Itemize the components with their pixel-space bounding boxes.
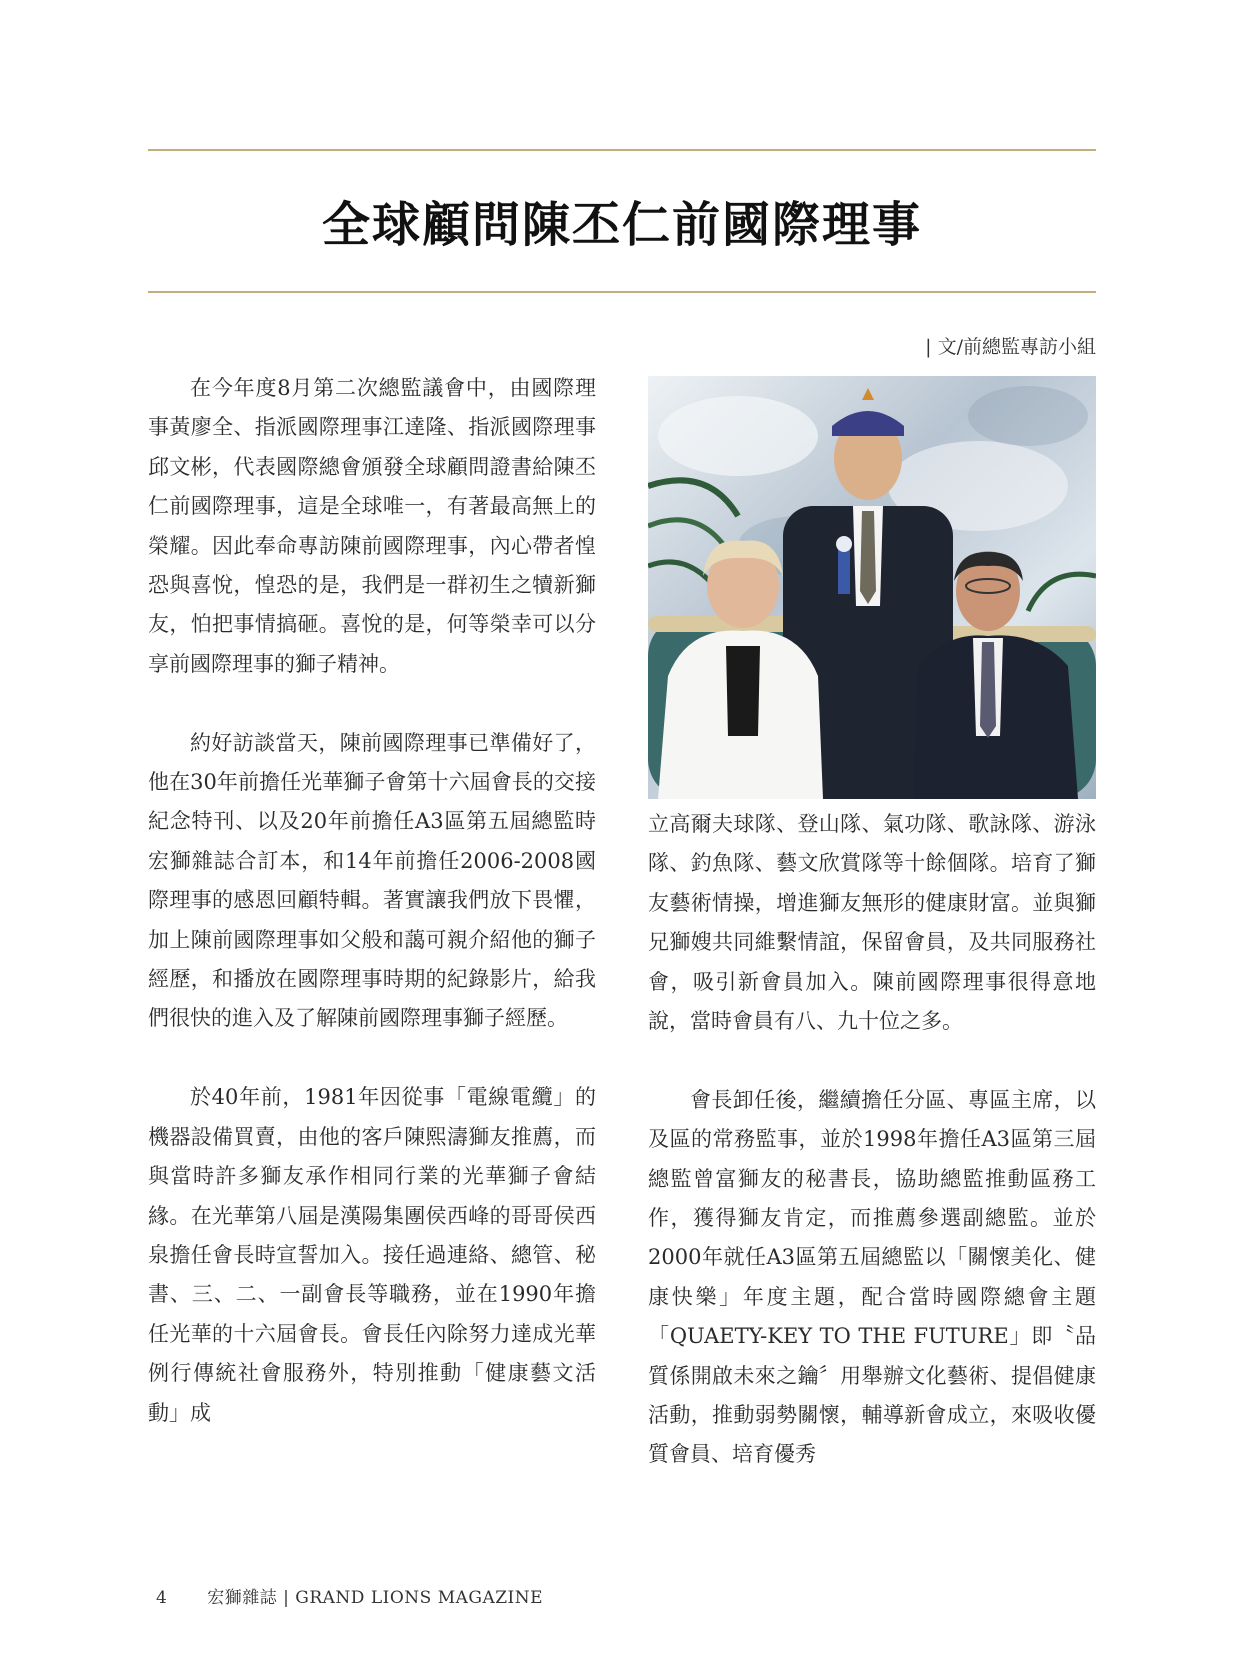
right-column (648, 805, 1096, 1514)
paragraph: 在今年度8月第二次總監議會中，由國際理事黃廖全、指派國際理事江達隆、指派國際理事邱文彬，代表國際總會頒發全球顧問證書給陳丕仁前國際理事，這是全球唯一，有著最高無上的榮耀。因此奉命專訪陳前國際理事，內心帶者惶恐與喜悅，惶恐的是，我們是一群初生之犢新獅友，怕把事情搞砸。喜悅的是，何等榮幸可以分享前國際理事的獅子精神。 (148, 376, 596, 676)
page-number: 4 (156, 1588, 168, 1608)
paragraph: 於40年前，1981年因從事「電線電纜」的機器設備買賣，由他的客戶陳熙濤獅友推薦，而與當時許多獅友承作相同行業的光華獅子會結緣。在光華第八屆是漢陽集團侯西峰的哥哥侯西泉擔任會長時宣誓加入。接任過連絡、總管、秘書、三、二、一副會長等職務，並在1990年擔任光華的十六屆會長。會長任內除努力達成光華例行傳統社會服務外，特別推動「健康藝文活動」成 (148, 1085, 596, 1425)
top-rule (148, 149, 1096, 151)
group-photo (648, 376, 1096, 799)
article-title: 全球顧問陳丕仁前國際理事 (321, 197, 922, 253)
paragraph: 約好訪談當天，陳前國際理事已準備好了，他在30年前擔任光華獅子會第十六屆會長的交接紀念特刊、以及20年前擔任A3區第五屆總監時宏獅雜誌合訂本，和14年前擔任2006-2008國際理事的感恩回顧特輯。著實讓我們放下畏懼，加上陳前國際理事如父般和藹可親介紹他的獅子經歷，和播放在國際理事時期的紀錄影片，給我們很快的進入及了解陳前國際理事獅子經歷。 (148, 730, 596, 1031)
paragraph: 立高爾夫球隊、登山隊、氣功隊、歌詠隊、游泳隊、釣魚隊、藝文欣賞隊等十餘個隊。培育了獅友藝術情操，增進獅友無形的健康財富。並與獅兄獅嫂共同維繫情誼，保留會員，及共同服務社會，吸引新會員加入。陳前國際理事很得意地說，當時會員有八、九十位之多。 (648, 812, 1096, 1034)
paragraph: 會長卸任後，繼續擔任分區、專區主席，以及區的常務監事，並於1998年擔任A3區第三屆總監曾富獅友的秘書長，協助總監推動區務工作，獲得獅友肯定，而推薦參選副總監。並於2000年就任A3區第五屆總監以「關懷美化、健康快樂」年度主題，配合當時國際總會主題「QUAETY-KEY TO THE FUTURE」即〝品質係開啟未來之鑰〞用舉辦文化藝術、提倡健康活動，推動弱勢關懷，輔導新會成立，來吸收優質會員、培育優秀 (648, 1087, 1096, 1467)
left-column (148, 369, 596, 1472)
byline: | 文/前總監專訪小組 (925, 336, 1096, 358)
bottom-rule (148, 291, 1096, 293)
page-footer (156, 1583, 543, 1608)
magazine-name: 宏獅雜誌 | GRAND LIONS MAGAZINE (207, 1588, 544, 1608)
photo-illustration (648, 376, 1096, 799)
